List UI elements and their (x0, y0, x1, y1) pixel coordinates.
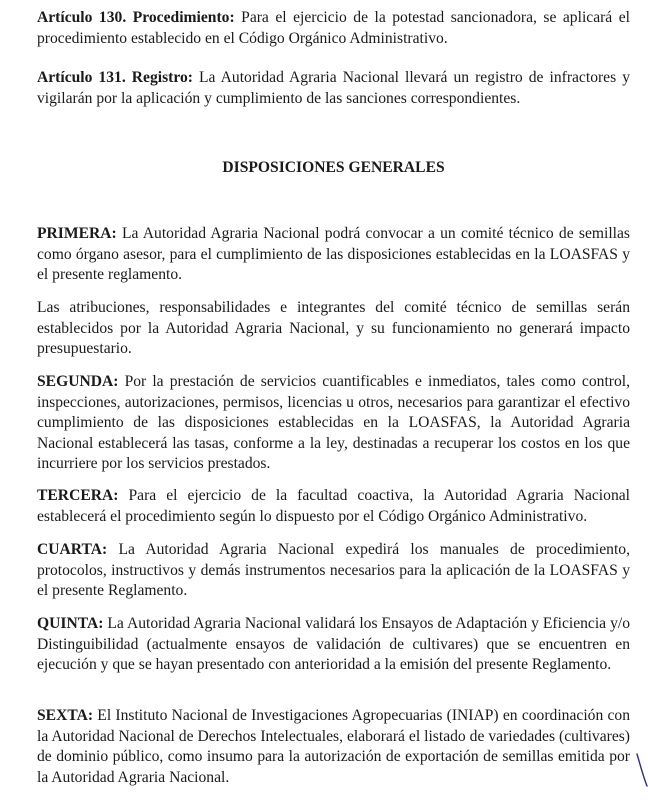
disposition-sexta (37, 706, 630, 788)
disposition-tercera-text: Para el ejercicio de la facultad coactiva, la Autoridad Agraria Nacional establecerá el procedimiento según lo dispuesto por el Código Orgánico Administrativo. (37, 487, 630, 525)
article-130 (37, 8, 630, 49)
article-131-title: Artículo 131. Registro: (37, 69, 193, 86)
disposition-primera (37, 224, 630, 286)
article-130-text: Para el ejercicio de la potestad sancionadora, se aplicará el procedimiento establecido en el Código Orgánico Administrativo. (37, 9, 630, 47)
disposition-sexta-title: SEXTA: (37, 707, 94, 724)
disposition-sexta-text: El Instituto Nacional de Investigaciones Agropecuarias (INIAP) en coordinación con la Autoridad Nacional de Derechos Intelectuales, elaborará el listado de variedades (cultivares) de dominio público, como insumo para la autorización de exportación de semillas emitida por la Autoridad Agraria Nacional. (37, 707, 630, 786)
disposition-quinta (37, 614, 630, 676)
disposition-cuarta-title: CUARTA: (37, 541, 108, 558)
article-131-text: La Autoridad Agraria Nacional llevará un registro de infractores y vigilarán por la aplicación y cumplimiento de las sanciones correspondientes. (37, 69, 630, 107)
article-131 (37, 68, 630, 109)
article-130-title: Artículo 130. Procedimiento: (37, 9, 235, 26)
section-heading: DISPOSICIONES GENERALES (222, 159, 445, 176)
disposition-quinta-title: QUINTA: (37, 615, 104, 632)
disposition-primera-text: La Autoridad Agraria Nacional podrá convocar a un comité técnico de semillas como órgano asesor, para el cumplimiento de las disposiciones establecidas en la LOASFAS y el presente reglamento. (37, 225, 630, 283)
disposition-quinta-text: La Autoridad Agraria Nacional validará los Ensayos de Adaptación y Eficiencia y/o Distinguibilidad (actualmente ensayos de validación de cultivares) que se encuentren en ejecución y que se hayan presentado con anterioridad a la emisión del presente Reglamento. (37, 615, 630, 673)
disposition-segunda (37, 372, 630, 475)
pen-stroke-mark (636, 752, 648, 788)
disposition-tercera (37, 486, 630, 527)
disposition-primera-continuation: Las atribuciones, responsabilidades e integrantes del comité técnico de semillas serán establecidos por la Autoridad Agraria Nacional, y su funcionamiento no generará impacto presupuestario. (37, 299, 630, 357)
disposition-tercera-title: TERCERA: (37, 487, 119, 504)
disposition-segunda-title: SEGUNDA: (37, 373, 119, 390)
disposition-primera-title: PRIMERA: (37, 225, 117, 242)
disposition-cuarta-text: La Autoridad Agraria Nacional expedirá los manuales de procedimiento, protocolos, instructivos y demás instrumentos necesarios para la aplicación de la LOASFAS y el presente Reglamento. (37, 541, 630, 599)
disposition-segunda-text: Por la prestación de servicios cuantificables e inmediatos, tales como control, inspecciones, autorizaciones, permisos, licencias u otros, necesarios para garantizar el efectivo cumplimiento de las disposiciones establecidas en la LOASFAS, la Autoridad Agraria Nacional establecerá las tasas, conforme a la ley, destinadas a recuperar los costos en los que incurriere por los servicios prestados. (37, 373, 630, 472)
disposition-cuarta (37, 540, 630, 602)
